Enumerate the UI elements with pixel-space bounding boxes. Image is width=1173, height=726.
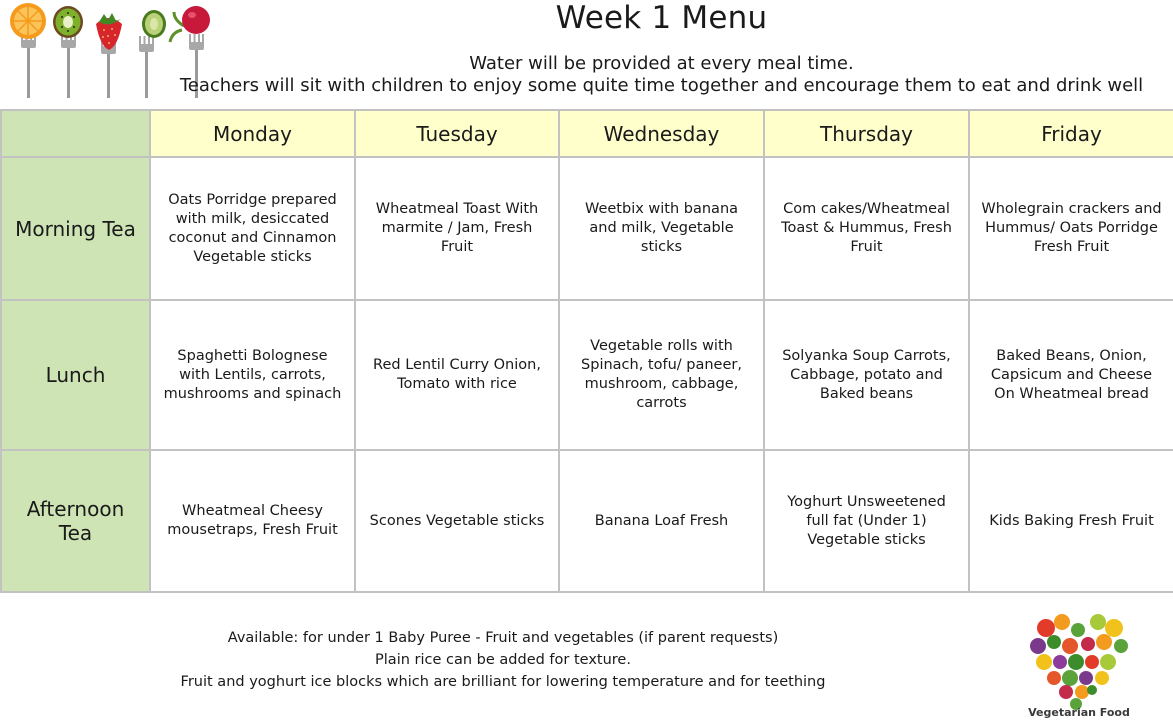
table-row (1, 300, 1173, 450)
meal-label: Lunch (1, 300, 150, 450)
page-title: Week 1 Menu (555, 0, 768, 36)
day-header-row (1, 110, 1173, 157)
menu-cell: Wholegrain crackers and Hummus/ Oats Porridge Fresh Fruit (969, 157, 1173, 300)
menu-cell: Vegetable rolls with Spinach, tofu/ paneer, mushroom, cabbage, carrots (559, 300, 764, 450)
subtitle-line: Water will be provided at every meal time. (469, 53, 854, 74)
table-row (1, 157, 1173, 300)
footer-line: Fruit and yoghurt ice blocks which are brilliant for lowering temperature and for teething (180, 674, 826, 690)
menu-cell: Weetbix with banana and milk, Vegetable sticks (559, 157, 764, 300)
subtitle-line: Teachers will sit with children to enjoy some quite time together and encourage them to eat and drink well (179, 75, 1144, 96)
day-header: Friday (969, 110, 1173, 157)
menu-cell: Oats Porridge prepared with milk, desiccated coconut and Cinnamon Vegetable sticks (150, 157, 355, 300)
corner-cell (1, 110, 150, 157)
logo-caption: Vegetarian Food (1028, 706, 1130, 719)
menu-cell: Wheatmeal Toast With marmite / Jam, Fresh Fruit (355, 157, 559, 300)
day-header: Thursday (764, 110, 969, 157)
menu-cell: Solyanka Soup Carrots, Cabbage, potato and Baked beans (764, 300, 969, 450)
footer-notes (150, 627, 856, 693)
meal-label: Afternoon Tea (1, 450, 150, 592)
menu-table (0, 109, 1173, 593)
menu-cell: Kids Baking Fresh Fruit (969, 450, 1173, 592)
table-row (1, 450, 1173, 592)
meal-label: Morning Tea (1, 157, 150, 300)
menu-cell: Banana Loaf Fresh (559, 450, 764, 592)
menu-cell: Yoghurt Unsweetened full fat (Under 1) Vegetable sticks (764, 450, 969, 592)
day-header: Wednesday (559, 110, 764, 157)
day-header: Monday (150, 110, 355, 157)
footer-line: Plain rice can be added for texture. (375, 652, 631, 668)
footer-line: Available: for under 1 Baby Puree - Fruit and vegetables (if parent requests) (227, 630, 779, 646)
menu-cell: Com cakes/Wheatmeal Toast & Hummus, Fresh Fruit (764, 157, 969, 300)
menu-cell: Spaghetti Bolognese with Lentils, carrots, mushrooms and spinach (150, 300, 355, 450)
menu-cell: Baked Beans, Onion, Capsicum and Cheese On Wheatmeal bread (969, 300, 1173, 450)
day-header: Tuesday (355, 110, 559, 157)
menu-cell: Scones Vegetable sticks (355, 450, 559, 592)
menu-cell: Wheatmeal Cheesy mousetraps, Fresh Fruit (150, 450, 355, 592)
menu-cell: Red Lentil Curry Onion, Tomato with rice (355, 300, 559, 450)
